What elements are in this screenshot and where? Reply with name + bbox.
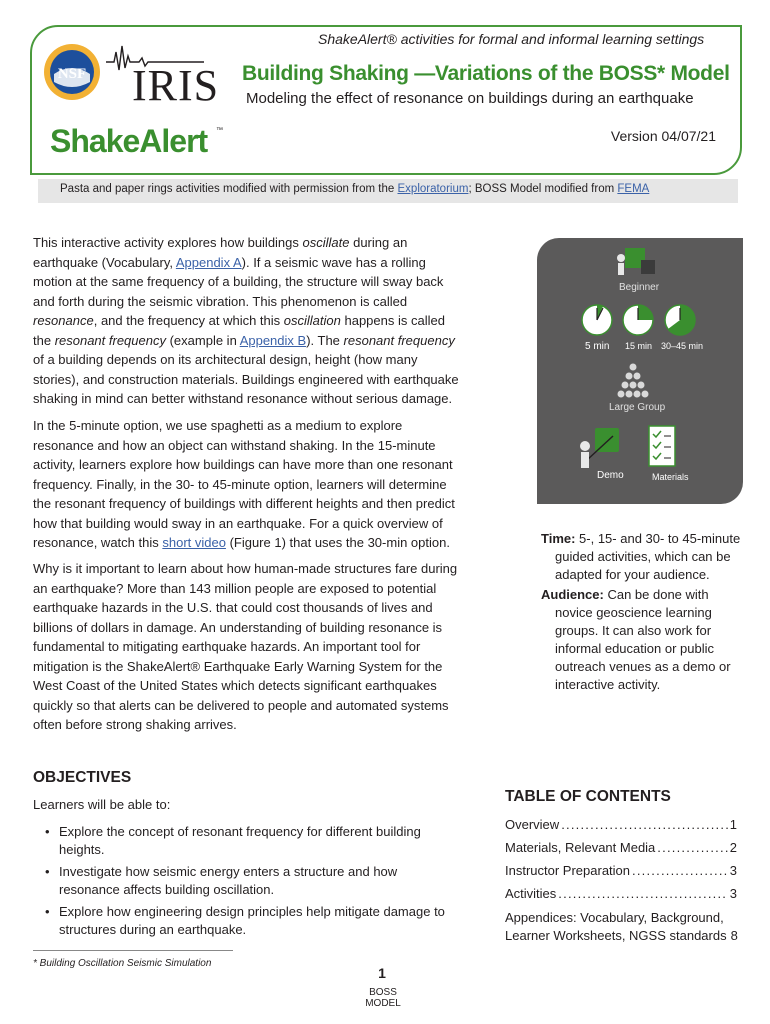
appendix-a-link[interactable]: Appendix A (175, 254, 242, 270)
clock-5min-icon (582, 305, 612, 335)
side-info (541, 530, 741, 696)
intro-paragraph-2: In the 5-minute option, we use spaghetti as a medium to explore resonance and how an object can withstand shaking. In the 15-minute activity, learners explore how buildings can have more than one resonant frequency. Finally, in the 30- to 45-minute option, learners will determine the resonant frequency of buildings with different heights and then predict how that building would sway in an earthquake. For a quick overview of resonance, watch this short video (Figure 1) that uses the 30-min option. (33, 418, 455, 550)
shakealert-logo (50, 123, 223, 159)
group-label: Large Group (609, 402, 666, 413)
exploratorium-link[interactable]: Exploratorium (397, 183, 469, 195)
footnote: * Building Oscillation Seismic Simulation (33, 958, 212, 969)
nsf-logo-text: NSF (57, 66, 87, 82)
materials-icon (649, 426, 675, 466)
activity-info-panel (537, 238, 743, 504)
shakealert-tm: ™ (216, 127, 223, 134)
time-15-label: 15 min (625, 341, 653, 351)
toc-entry[interactable]: Instructor Preparation . . . 3 (505, 862, 737, 880)
page-label: BOSS MODEL (365, 987, 401, 1009)
beginner-icon (617, 248, 655, 275)
toc-entry[interactable]: Activities . . . 3 (505, 885, 737, 903)
page-number: 1 (378, 965, 386, 981)
audience-info: Audience: Can be done with novice geoscience learning groups. It can also work for informal education or public outreach venues as a demo or interactive activity. (541, 587, 731, 692)
iris-logo-text: IRIS (132, 61, 220, 110)
page-title: Building Shaking —Variations of the BOSS* Model (242, 62, 730, 85)
objectives-heading: OBJECTIVES (33, 769, 132, 786)
time-30-label: 30–45 min (661, 341, 704, 351)
footnote-divider (33, 950, 233, 951)
objectives-intro: Learners will be able to: (33, 797, 171, 812)
large-group-icon (618, 364, 649, 398)
materials-label: Materials (652, 472, 689, 482)
table-of-contents (505, 816, 737, 945)
panel-icons (537, 238, 743, 504)
credit-middle: ; BOSS Model modified from (468, 183, 618, 195)
logo-group (44, 40, 234, 160)
toc-entry[interactable]: Overview . . . 1 (505, 816, 737, 834)
page-subtitle: Modeling the effect of resonance on buildings during an earthquake (246, 90, 694, 107)
intro-paragraph-3: Why is it important to learn about how human-made structures fare during an earthquake? More than 143 million people are exposed to potential earthquake hazards in the U.S. that could cost thousands of lives and billions of dollars in damage. An understanding of building resonance is fundamental to mitigating earthquake hazards. An important tool for mitigation is the ShakeAlert® Earthquake Early Warning System for the West Coast of the United States which detects significant earthquakes quickly so that alerts can be delivered to people and automated systems often before strong shaking arrives. (33, 561, 458, 732)
shakealert-logo-text: ShakeAlert (50, 123, 208, 159)
toc-entry-appendices[interactable]: Appendices: Vocabulary, Background, Learner Worksheets, NGSS standards 8 (505, 910, 738, 943)
appendix-b-link[interactable]: Appendix B (239, 332, 307, 348)
objectives-list (45, 823, 455, 943)
objective-item: • Investigate how seismic energy enters a structure and how resonance affects building oscillation. (45, 863, 455, 899)
objective-item: • Explore how engineering design principles help mitigate damage to structures during an earthquake. (45, 903, 455, 939)
intro-paragraph-1: This interactive activity explores how buildings oscillate during an earthquake (Vocabulary, Appendix A). If a seismic wave has a rolling motion at the same frequency of a building, the structure will sway back and forth during the seismic vibration. This phenomenon is called resonance, and the frequency at which this oscillation happens is called the resonant frequency (example in Appendix B). The resonant frequency of a building depends on its architectural design, height (how many stories), and construction materials. Buildings engineered with earthquake shaking in mind can better withstand resonance without serious damage. (33, 235, 459, 406)
credit-prefix: Pasta and paper rings activities modified with permission from the (60, 183, 398, 195)
clock-15min-icon (623, 305, 653, 335)
credit-bar (38, 179, 738, 203)
toc-entry[interactable]: Materials, Relevant Media . . . 2 (505, 839, 737, 857)
clock-30min-icon (665, 305, 695, 335)
demo-icon (580, 428, 619, 468)
level-label: Beginner (619, 282, 660, 293)
short-video-link[interactable]: short video (162, 535, 226, 550)
toc-heading: TABLE OF CONTENTS (505, 788, 671, 805)
nsf-logo (44, 44, 100, 100)
iris-logo (106, 46, 219, 110)
time-info: Time: 5-, 15- and 30- to 45-minute guided activities, which can be adapted for your audience. (541, 531, 741, 582)
time-5-label: 5 min (585, 341, 610, 352)
header-tagline: ShakeAlert® activities for formal and informal learning settings (318, 31, 705, 47)
version-label: Version 04/07/21 (610, 128, 716, 144)
objective-item: • Explore the concept of resonant frequency for different building heights. (45, 823, 455, 859)
demo-label: Demo (597, 470, 624, 481)
fema-link[interactable]: FEMA (617, 183, 650, 195)
